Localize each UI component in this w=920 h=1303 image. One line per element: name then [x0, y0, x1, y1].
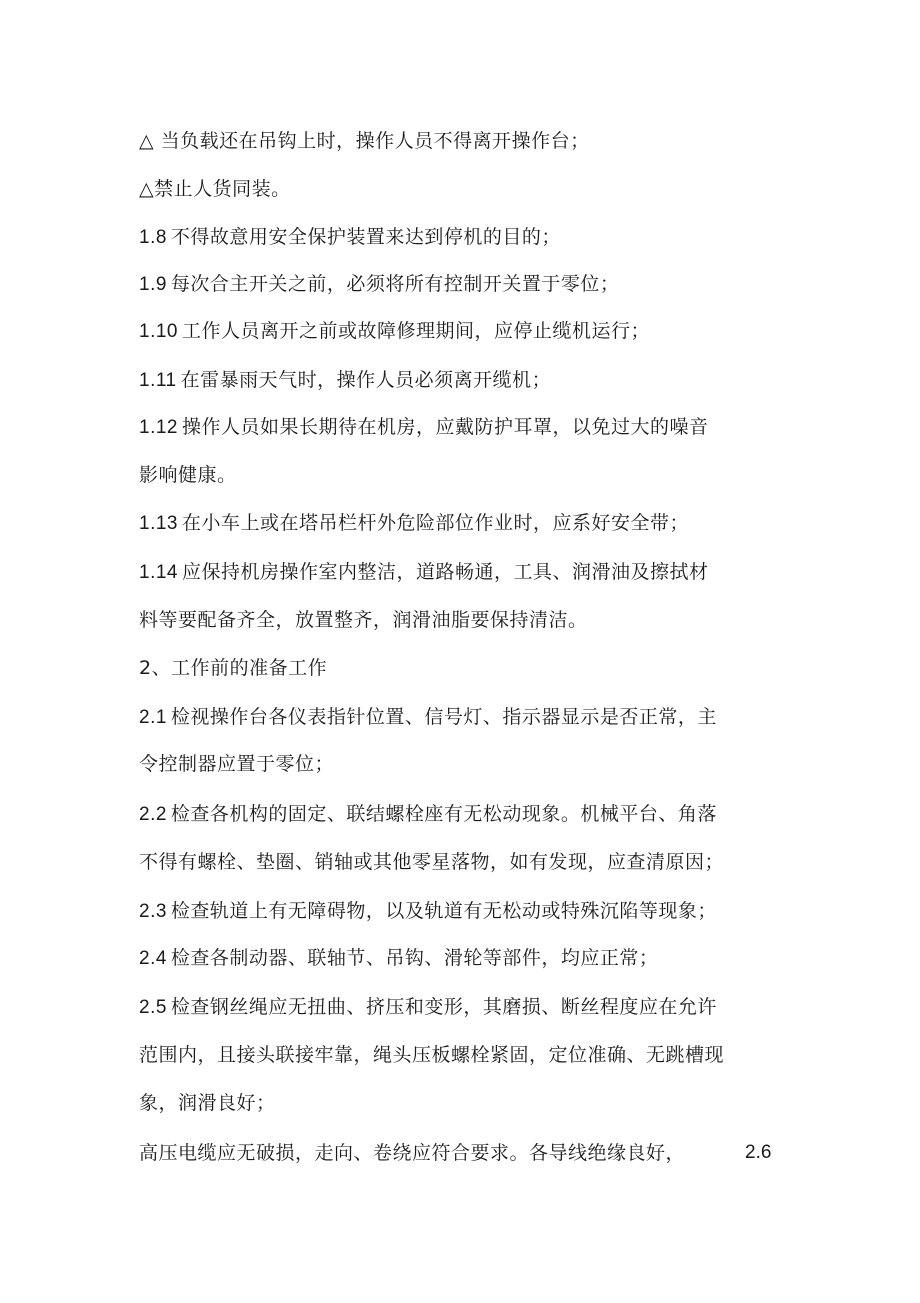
text-line — [139, 946, 658, 971]
text-line — [139, 415, 709, 440]
clause-number: 1.10 — [139, 321, 178, 342]
section-number: 2 — [139, 657, 152, 679]
clause-text: 操作人员如果长期待在机房，应戴防护耳罩，以免过大的噪音 — [181, 416, 709, 438]
clause-number: 1.14 — [139, 562, 178, 583]
text-line — [139, 850, 724, 874]
clause-text: △禁止人货同装。 — [139, 178, 291, 200]
clause-text: 料等要配备齐全，放置整齐，润滑油脂要保持清洁。 — [139, 609, 588, 631]
clause-text: 不得有螺栓、垫圈、销轴或其他零星落物，如有发现，应查清原因； — [139, 851, 725, 873]
text-line — [139, 511, 689, 536]
text-line — [139, 899, 717, 924]
clause-number: 1.8 — [139, 227, 167, 248]
clause-text: 象，润滑良好； — [139, 1092, 276, 1114]
text-line — [139, 1043, 724, 1067]
text-line — [139, 368, 551, 393]
clause-text: △ 当负载还在吊钩上时，操作人员不得离开操作台； — [139, 130, 590, 152]
clause-number: 2.3 — [139, 901, 167, 922]
text-line — [139, 1141, 685, 1165]
clause-number: 2.4 — [139, 948, 167, 969]
clause-text: 在小车上或在塔吊栏杆外危险部位作业时，应系好安全带； — [181, 512, 689, 534]
clause-text: 高压电缆应无破损，走向、卷绕应符合要求。各导线绝缘良好， — [139, 1142, 686, 1164]
text-line — [139, 802, 717, 827]
clause-text: 在雷暴雨天气时，操作人员必须离开缆机； — [180, 369, 552, 391]
clause-text: 每次合主开关之前，必须将所有控制开关置于零位； — [170, 273, 620, 295]
text-line — [139, 272, 619, 297]
text-line — [139, 177, 291, 201]
text-line — [139, 752, 334, 776]
text-line — [139, 608, 588, 632]
text-line — [139, 995, 717, 1020]
clause-text: 工作人员离开之前或故障修理期间，应停止缆机运行； — [181, 320, 650, 342]
clause-text: 检查各制动器、联轴节、吊钩、滑轮等部件，均应正常； — [170, 947, 659, 969]
clause-text: 不得故意用安全保护装置来达到停机的目的； — [170, 226, 561, 248]
text-line — [139, 129, 590, 153]
clause-number: 1.13 — [139, 513, 178, 534]
clause-number: 2.1 — [139, 707, 167, 728]
text-line — [139, 319, 650, 344]
text-line — [139, 1091, 276, 1115]
clause-number: 1.9 — [139, 274, 167, 295]
clause-text: 范围内，且接头联接牢靠，绳头压板螺栓紧固，定位准确、无跳槽现 — [139, 1044, 725, 1066]
clause-text: 应保持机房操作室内整洁，道路畅通，工具、润滑油及擦拭材 — [181, 561, 709, 583]
clause-number: 2.2 — [139, 804, 167, 825]
text-line — [139, 705, 717, 730]
clause-text: 检查钢丝绳应无扭曲、挤压和变形，其磨损、断丝程度应在允许 — [170, 996, 717, 1018]
clause-text: 检查轨道上有无障碍物，以及轨道有无松动或特殊沉陷等现象； — [170, 900, 717, 922]
clause-text: 检视操作台各仪表指针位置、信号灯、指示器显示是否正常，主 — [170, 706, 717, 728]
trailing-clause-number: 2.6 — [745, 1142, 772, 1163]
section-heading — [139, 656, 327, 680]
text-line — [139, 560, 709, 585]
text-line — [139, 463, 237, 487]
clause-text: 影响健康。 — [139, 464, 237, 486]
clause-text: 令控制器应置于零位； — [139, 753, 335, 775]
clause-number: 1.12 — [139, 417, 178, 438]
clause-number: 2.5 — [139, 997, 167, 1018]
clause-text: 检查各机构的固定、联结螺栓座有无松动现象。机械平台、角落 — [170, 803, 717, 825]
clause-number: 1.11 — [139, 370, 177, 391]
section-title: 、工作前的准备工作 — [151, 657, 328, 679]
text-line — [139, 225, 561, 250]
